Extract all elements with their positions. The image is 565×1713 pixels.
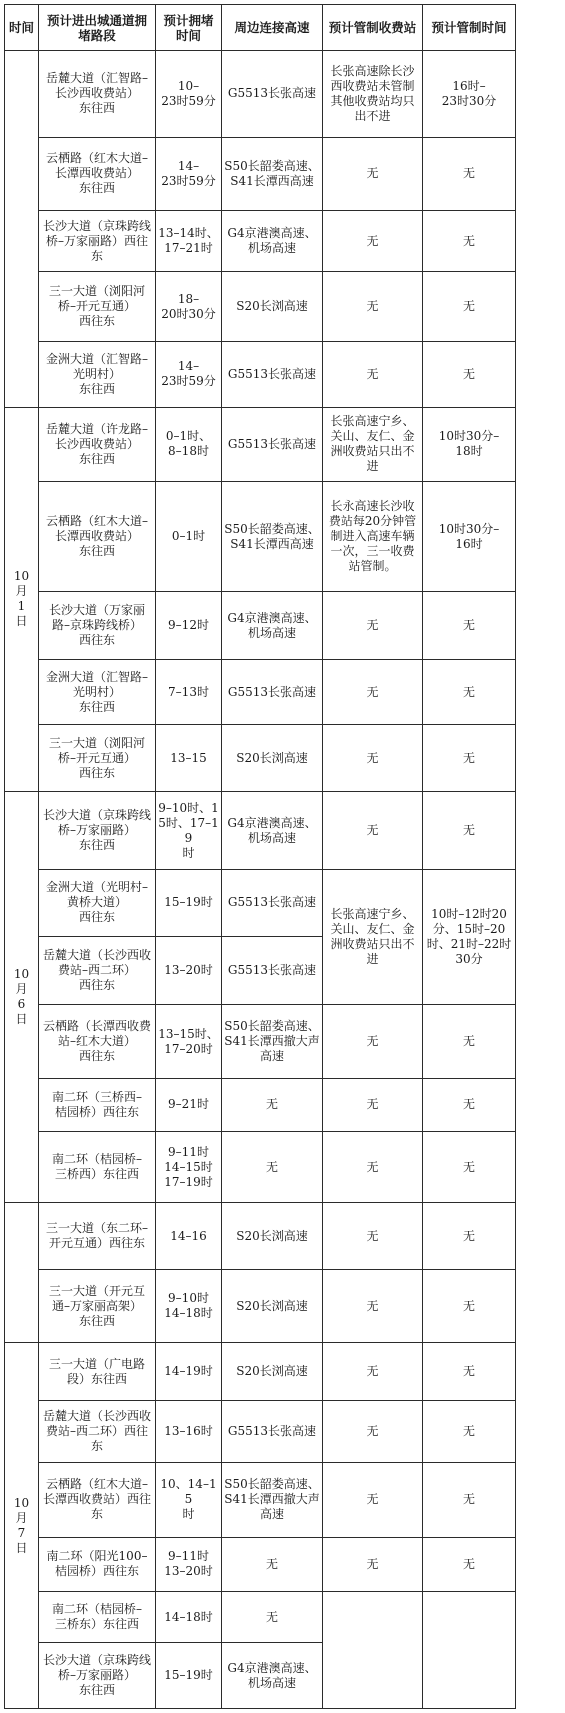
time-text: 0–1时、 8–18时 xyxy=(165,429,212,459)
time-cell xyxy=(156,592,222,660)
highway-text: 无 xyxy=(265,1609,278,1624)
control-cell xyxy=(423,482,516,592)
road-cell xyxy=(39,936,156,1005)
highway-cell xyxy=(222,1643,323,1709)
road-text: 金洲大道（汇智路– 光明村） 东往西 xyxy=(45,669,148,714)
control-text: 无 xyxy=(462,1424,475,1439)
highway-text: G4京港澳高速、机场高速 xyxy=(227,610,317,640)
highway-text: S20长浏高速 xyxy=(236,750,308,765)
toll-text: 无 xyxy=(366,823,379,838)
toll-text: 无 xyxy=(366,1492,379,1507)
road-text: 岳麓大道（长沙西收费站–西二环） 西往东 xyxy=(42,948,151,993)
highway-cell xyxy=(222,272,323,342)
time-cell xyxy=(156,1463,222,1537)
control-text: 无 xyxy=(462,618,475,633)
time-text: 14–16 xyxy=(170,1228,207,1243)
header-date: 时间 xyxy=(5,5,39,51)
toll-cell xyxy=(323,1343,423,1401)
road-text: 三一大道（浏阳河桥–开元互通） 西往东 xyxy=(48,735,145,780)
time-text: 9–10时 14–18时 xyxy=(164,1291,213,1321)
toll-cell xyxy=(323,342,423,408)
toll-cell xyxy=(323,407,423,481)
highway-text: G5513长张高速 xyxy=(227,684,317,699)
road-cell xyxy=(39,1078,156,1131)
time-text: 15–19时 xyxy=(164,895,213,910)
toll-cell xyxy=(323,1463,423,1537)
highway-text: G5513长张高速 xyxy=(227,436,317,451)
control-text: 无 xyxy=(462,1492,475,1507)
highway-text: G4京港澳高速、机场高速 xyxy=(227,1660,317,1690)
road-cell xyxy=(39,1643,156,1709)
highway-cell xyxy=(222,51,323,138)
header-highway: 周边连接高速 xyxy=(222,5,323,51)
control-cell xyxy=(423,407,516,481)
time-text: 9–11时 13–20时 xyxy=(164,1549,213,1579)
road-cell xyxy=(39,482,156,592)
date-cell xyxy=(5,51,39,408)
highway-cell xyxy=(222,936,323,1005)
table-row xyxy=(5,659,516,725)
toll-cell xyxy=(323,1401,423,1463)
control-cell xyxy=(423,1401,516,1463)
time-text: 14–19时 xyxy=(164,1364,213,1379)
toll-cell xyxy=(323,792,423,870)
header-jam-time: 预计拥堵时间 xyxy=(156,5,222,51)
toll-text: 无 xyxy=(366,299,379,314)
highway-text: S50长韶娄高速、S41长潭西撤大声高速 xyxy=(224,1019,320,1064)
control-text: 无 xyxy=(462,366,475,381)
control-text: 无 xyxy=(462,299,475,314)
control-cell xyxy=(423,1537,516,1591)
time-cell xyxy=(156,869,222,936)
highway-cell xyxy=(222,1401,323,1463)
date-cell xyxy=(5,1203,39,1343)
toll-cell xyxy=(323,725,423,792)
highway-text: S20长浏高速 xyxy=(236,299,308,314)
highway-text: S20长浏高速 xyxy=(236,1298,308,1313)
road-cell xyxy=(39,659,156,725)
time-text: 9–11时 14–15时 17–19时 xyxy=(164,1144,213,1189)
highway-cell xyxy=(222,137,323,210)
control-text: 无 xyxy=(462,1556,475,1571)
highway-text: G5513长张高速 xyxy=(227,895,317,910)
table-row xyxy=(5,725,516,792)
road-text: 南二环（桔园桥– 三桥东）东往西 xyxy=(51,1602,142,1632)
highway-cell xyxy=(222,482,323,592)
highway-cell xyxy=(222,659,323,725)
highway-text: G5513长张高速 xyxy=(227,86,317,101)
control-cell xyxy=(423,1343,516,1401)
table-row xyxy=(5,1132,516,1203)
toll-cell xyxy=(323,659,423,725)
road-cell xyxy=(39,137,156,210)
control-text: 无 xyxy=(462,233,475,248)
road-text: 三一大道（浏阳河桥–开元互通） 西往东 xyxy=(48,284,145,329)
control-cell xyxy=(423,1203,516,1270)
road-cell xyxy=(39,1005,156,1078)
time-text: 14–18时 xyxy=(164,1609,213,1624)
time-text: 13–16时 xyxy=(164,1424,213,1439)
control-cell xyxy=(423,1269,516,1342)
highway-cell xyxy=(222,1592,323,1643)
toll-text: 无 xyxy=(366,1034,379,1049)
road-cell xyxy=(39,1401,156,1463)
road-text: 长沙大道（京珠跨线桥–万家丽路）西往东 xyxy=(42,218,151,263)
toll-cell xyxy=(323,1537,423,1591)
road-cell xyxy=(39,51,156,138)
road-text: 云栖路（红木大道– 长潭西收费站） 东往西 xyxy=(45,151,148,196)
time-text: 15–19时 xyxy=(164,1668,213,1683)
highway-cell xyxy=(222,1463,323,1537)
control-text: 无 xyxy=(462,1228,475,1243)
control-text: 无 xyxy=(462,1097,475,1112)
control-text: 无 xyxy=(462,166,475,181)
toll-text: 无 xyxy=(366,1228,379,1243)
control-cell xyxy=(423,1005,516,1078)
toll-text: 无 xyxy=(366,166,379,181)
road-text: 云栖路（红木大道–长潭西收费站） 东往西 xyxy=(45,514,148,559)
time-cell xyxy=(156,1269,222,1342)
road-text: 三一大道（开元互通–万家丽高架） 东往西 xyxy=(48,1283,145,1328)
highway-cell xyxy=(222,342,323,408)
time-text: 9–10时、15时、17–19 时 xyxy=(158,800,219,860)
road-text: 金洲大道（汇智路– 光明村） 东往西 xyxy=(45,351,148,396)
highway-cell xyxy=(222,407,323,481)
date-cell xyxy=(5,407,39,791)
highway-text: S50长韶娄高速、S41长潭西高速 xyxy=(224,521,320,551)
time-cell xyxy=(156,272,222,342)
highway-cell xyxy=(222,869,323,936)
highway-text: G4京港澳高速、机场高速 xyxy=(227,815,317,845)
highway-text: G5513长张高速 xyxy=(227,366,317,381)
control-cell xyxy=(423,272,516,342)
table-row xyxy=(5,1269,516,1342)
time-cell xyxy=(156,1643,222,1709)
road-text: 金洲大道（光明村–黄桥大道） 西往东 xyxy=(45,880,148,925)
header-road: 预计进出城通道拥堵路段 xyxy=(39,5,156,51)
toll-cell xyxy=(323,1078,423,1131)
road-cell xyxy=(39,725,156,792)
table-row xyxy=(5,792,516,870)
time-cell xyxy=(156,211,222,272)
toll-text: 长张高速宁乡、关山、友仁、金洲收费站只出不进 xyxy=(330,414,415,474)
time-cell xyxy=(156,1203,222,1270)
control-text: 无 xyxy=(462,684,475,699)
table-body xyxy=(5,51,516,1709)
road-cell xyxy=(39,342,156,408)
control-text: 无 xyxy=(462,823,475,838)
road-text: 岳麓大道（汇智路– 长沙西收费站） 东往西 xyxy=(45,71,148,116)
table-row xyxy=(5,137,516,210)
highway-cell xyxy=(222,1343,323,1401)
toll-text: 长永高速长沙收费站每20分钟管制进入高速车辆一次，三一收费站管制。 xyxy=(328,499,417,574)
control-text: 10时30分– 16时 xyxy=(438,521,500,551)
time-cell xyxy=(156,407,222,481)
control-cell xyxy=(423,659,516,725)
control-text: 10时30分– 18时 xyxy=(438,429,500,459)
road-cell xyxy=(39,211,156,272)
time-text: 9–12时 xyxy=(168,618,209,633)
date-text: 10 月 6 日 xyxy=(13,967,30,1027)
control-cell xyxy=(423,1463,516,1537)
time-cell xyxy=(156,659,222,725)
control-cell xyxy=(423,792,516,870)
toll-text: 无 xyxy=(366,1424,379,1439)
highway-text: G5513长张高速 xyxy=(227,963,317,978)
highway-text: S50长韶娄高速、S41长潭西撤大声高速 xyxy=(224,1477,320,1522)
toll-cell xyxy=(323,1203,423,1270)
time-cell xyxy=(156,1132,222,1203)
time-text: 14– 23时59分 xyxy=(161,158,216,188)
toll-text: 长张高速宁乡、关山、友仁、金洲收费站只出不进 xyxy=(330,907,415,967)
table-row xyxy=(5,1537,516,1591)
table-row xyxy=(5,869,516,936)
time-cell xyxy=(156,342,222,408)
header-control-time: 预计管制时间 xyxy=(423,5,516,51)
time-cell xyxy=(156,1592,222,1643)
road-text: 南二环（三桥西– 桔园桥）西往东 xyxy=(51,1089,142,1119)
control-text: 无 xyxy=(462,1298,475,1313)
toll-text: 无 xyxy=(366,1556,379,1571)
highway-cell xyxy=(222,1005,323,1078)
highway-cell xyxy=(222,1132,323,1203)
road-text: 云栖路（红木大道–长潭西收费站）西往东 xyxy=(42,1477,151,1522)
toll-cell xyxy=(323,1592,423,1709)
table-row xyxy=(5,1592,516,1643)
toll-cell xyxy=(323,482,423,592)
control-cell xyxy=(423,1078,516,1131)
date-cell xyxy=(5,792,39,1203)
time-cell xyxy=(156,936,222,1005)
highway-text: G4京港澳高速、机场高速 xyxy=(227,226,317,256)
control-cell xyxy=(423,1132,516,1203)
control-cell xyxy=(423,869,516,1005)
highway-cell xyxy=(222,792,323,870)
highway-cell xyxy=(222,1078,323,1131)
road-text: 长沙大道（京珠跨线桥–万家丽路） 东往西 xyxy=(42,808,151,853)
date-text: 10 月 7 日 xyxy=(13,1495,30,1555)
road-text: 三一大道（东二环–开元互通）西往东 xyxy=(45,1221,148,1251)
road-cell xyxy=(39,592,156,660)
control-cell xyxy=(423,137,516,210)
toll-text: 无 xyxy=(366,618,379,633)
toll-cell xyxy=(323,869,423,1005)
time-text: 13–20时 xyxy=(164,963,213,978)
toll-text: 无 xyxy=(366,1364,379,1379)
time-text: 0–1时 xyxy=(171,529,206,544)
road-cell xyxy=(39,1203,156,1270)
road-cell xyxy=(39,407,156,481)
time-cell xyxy=(156,1537,222,1591)
time-cell xyxy=(156,482,222,592)
control-cell xyxy=(423,592,516,660)
time-text: 10、14–15 时 xyxy=(160,1477,217,1522)
control-text: 无 xyxy=(462,1034,475,1049)
toll-text: 无 xyxy=(366,233,379,248)
time-cell xyxy=(156,1005,222,1078)
road-cell xyxy=(39,869,156,936)
time-cell xyxy=(156,725,222,792)
road-cell xyxy=(39,272,156,342)
road-cell xyxy=(39,1343,156,1401)
toll-text: 无 xyxy=(366,1097,379,1112)
time-text: 9–21时 xyxy=(168,1097,209,1112)
control-text: 无 xyxy=(462,1159,475,1174)
control-text: 10时–12时20分、15时–20时、21时–22时30分 xyxy=(426,907,512,967)
toll-cell xyxy=(323,51,423,138)
toll-text: 无 xyxy=(366,1298,379,1313)
table-row xyxy=(5,482,516,592)
table-row xyxy=(5,1343,516,1401)
table-row xyxy=(5,211,516,272)
road-text: 长沙大道（京珠跨线桥–万家丽路） 东往西 xyxy=(42,1653,151,1698)
time-text: 13–15时、 17–20时 xyxy=(158,1026,219,1056)
toll-text: 长张高速除长沙西收费站未管制其他收费站均只出不进 xyxy=(330,63,415,123)
road-cell xyxy=(39,1269,156,1342)
highway-text: 无 xyxy=(265,1097,278,1112)
road-cell xyxy=(39,1537,156,1591)
road-cell xyxy=(39,792,156,870)
toll-cell xyxy=(323,211,423,272)
highway-cell xyxy=(222,1269,323,1342)
control-text: 无 xyxy=(462,750,475,765)
control-cell xyxy=(423,725,516,792)
control-cell xyxy=(423,1592,516,1709)
highway-cell xyxy=(222,1537,323,1591)
table-row xyxy=(5,51,516,138)
table-row xyxy=(5,272,516,342)
control-text: 16时– 23时30分 xyxy=(441,78,497,108)
toll-cell xyxy=(323,1005,423,1078)
highway-text: 无 xyxy=(265,1159,278,1174)
toll-cell xyxy=(323,1269,423,1342)
road-text: 云栖路（长潭西收费站–红木大道） 西往东 xyxy=(42,1019,151,1064)
control-cell xyxy=(423,51,516,138)
table-row xyxy=(5,592,516,660)
table-row xyxy=(5,1203,516,1270)
road-text: 南二环（桔园桥– 三桥西）东往西 xyxy=(51,1152,142,1182)
table-row xyxy=(5,1401,516,1463)
time-text: 18– 20时30分 xyxy=(161,291,216,321)
toll-text: 无 xyxy=(366,366,379,381)
toll-cell xyxy=(323,272,423,342)
road-text: 岳麓大道（许龙路–长沙西收费站） 东往西 xyxy=(45,421,148,466)
table-row xyxy=(5,1005,516,1078)
road-cell xyxy=(39,1463,156,1537)
header-row xyxy=(5,5,516,51)
table-row xyxy=(5,1078,516,1131)
table-row xyxy=(5,407,516,481)
control-cell xyxy=(423,342,516,408)
table-row xyxy=(5,1463,516,1537)
time-cell xyxy=(156,1343,222,1401)
highway-cell xyxy=(222,211,323,272)
road-cell xyxy=(39,1592,156,1643)
time-text: 14– 23时59分 xyxy=(161,359,216,389)
road-cell xyxy=(39,1132,156,1203)
control-text: 无 xyxy=(462,1364,475,1379)
time-cell xyxy=(156,1078,222,1131)
time-cell xyxy=(156,137,222,210)
time-text: 13–15 xyxy=(170,750,207,765)
road-text: 三一大道（广电路段）东往西 xyxy=(48,1356,145,1386)
date-text: 10 月 1 日 xyxy=(13,569,30,629)
control-cell xyxy=(423,211,516,272)
time-text: 7–13时 xyxy=(168,684,209,699)
time-text: 13–14时、 17–21时 xyxy=(158,226,219,256)
highway-text: S20长浏高速 xyxy=(236,1364,308,1379)
time-text: 10– 23时59分 xyxy=(161,78,216,108)
highway-cell xyxy=(222,592,323,660)
highway-text: 无 xyxy=(265,1556,278,1571)
highway-cell xyxy=(222,725,323,792)
highway-text: S20长浏高速 xyxy=(236,1228,308,1243)
time-cell xyxy=(156,1401,222,1463)
time-cell xyxy=(156,792,222,870)
toll-text: 无 xyxy=(366,750,379,765)
road-text: 南二环（阳光100–桔园桥）西往东 xyxy=(46,1549,148,1579)
road-text: 岳麓大道（长沙西收费站–西二环）西往东 xyxy=(42,1409,151,1454)
toll-cell xyxy=(323,1132,423,1203)
time-cell xyxy=(156,51,222,138)
toll-text: 无 xyxy=(366,684,379,699)
table-row xyxy=(5,342,516,408)
highway-text: G5513长张高速 xyxy=(227,1424,317,1439)
road-text: 长沙大道（万家丽路–京珠跨线桥） 西往东 xyxy=(48,603,145,648)
highway-cell xyxy=(222,1203,323,1270)
toll-text: 无 xyxy=(366,1159,379,1174)
toll-cell xyxy=(323,592,423,660)
toll-cell xyxy=(323,137,423,210)
traffic-forecast-table xyxy=(4,4,516,1709)
date-cell xyxy=(5,1343,39,1709)
header-toll: 预计管制收费站 xyxy=(323,5,423,51)
highway-text: S50长韶娄高速、S41长潭西高速 xyxy=(224,158,320,188)
